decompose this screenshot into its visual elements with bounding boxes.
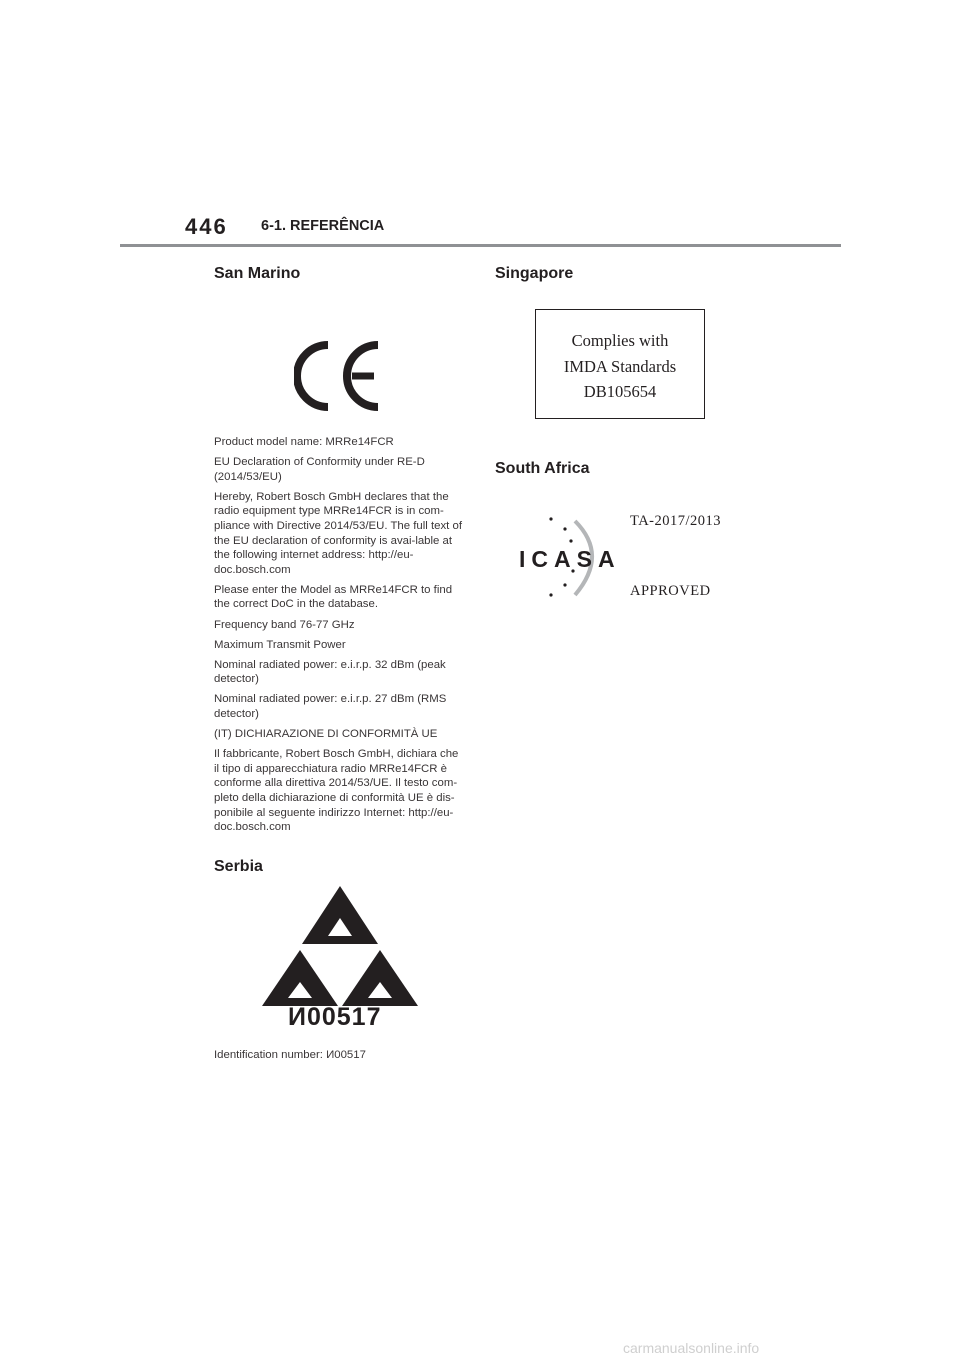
paragraph: (IT) DICHIARAZIONE DI CONFORMITÀ UE (214, 728, 438, 741)
paragraph: Frequency band 76-77 GHz (214, 618, 355, 631)
icasa-approved: APPROVED (630, 583, 711, 599)
paragraph: Product model name: MRRe14FCR (214, 436, 394, 448)
serbia-heading: Serbia (214, 857, 263, 875)
paragraph: Nominal radiated power: e.i.r.p. 32 dBm (peak detector) (214, 658, 446, 686)
ce-mark-icon (294, 341, 382, 411)
imda-line: Complies with (571, 331, 669, 350)
right-column (495, 263, 795, 599)
singapore-heading: Singapore (495, 265, 574, 282)
triangle-mark-icon (260, 884, 420, 1009)
paragraph: Il fabbricante, Robert Bosch GmbH, dichiara che il tipo di apparecchiatura radio MRRe14FCR è conforme alla direttiva 2014/53/UE. Il testo com-pleto della dichiarazione di conformità UE è dis-ponibile al seguente indirizzo Internet: http://eu-doc.bosch.com (214, 748, 459, 834)
serbia-mark-code: И00517 (288, 1002, 382, 1031)
header-rule (120, 244, 841, 247)
watermark: carmanualsonline.info (623, 1340, 760, 1356)
paragraph: Maximum Transmit Power (214, 638, 346, 651)
left-column (214, 263, 466, 1068)
icasa-logo-word: ICASA (519, 546, 621, 572)
paragraph: Please enter the Model as MRRe14FCR to find the correct DoC in the database. (214, 583, 453, 611)
section-title: 6-1. REFERÊNCIA (261, 218, 385, 234)
imda-line: IMDA Standards (563, 356, 677, 376)
imda-line: DB105654 (583, 382, 657, 401)
south-africa-heading: South Africa (495, 460, 590, 477)
page-number: 446 (185, 214, 228, 239)
paragraph: EU Declaration of Conformity under RE-D (2014/53/EU) (214, 456, 425, 483)
icasa-ta-number: TA-2017/2013 (630, 513, 722, 529)
icasa-mark (519, 503, 755, 608)
imda-label (535, 309, 705, 419)
san-marino-text (214, 435, 466, 835)
paragraph: Hereby, Robert Bosch GmbH declares that the radio equipment type MRRe14FCR is in com-pliance with Directive 2014/53/EU. The full text of the EU declaration of conformity is avai-lable at the following internet address: http://eu-doc.bosch.com (214, 490, 462, 576)
san-marino-heading: San Marino (214, 265, 301, 282)
paragraph: Nominal radiated power: e.i.r.p. 27 dBm (RMS detector) (214, 693, 447, 720)
serbia-caption: Identification number: И00517 (214, 1048, 366, 1061)
page-header (120, 214, 841, 246)
serbia-mark (214, 878, 466, 1048)
ce-mark (214, 285, 466, 435)
